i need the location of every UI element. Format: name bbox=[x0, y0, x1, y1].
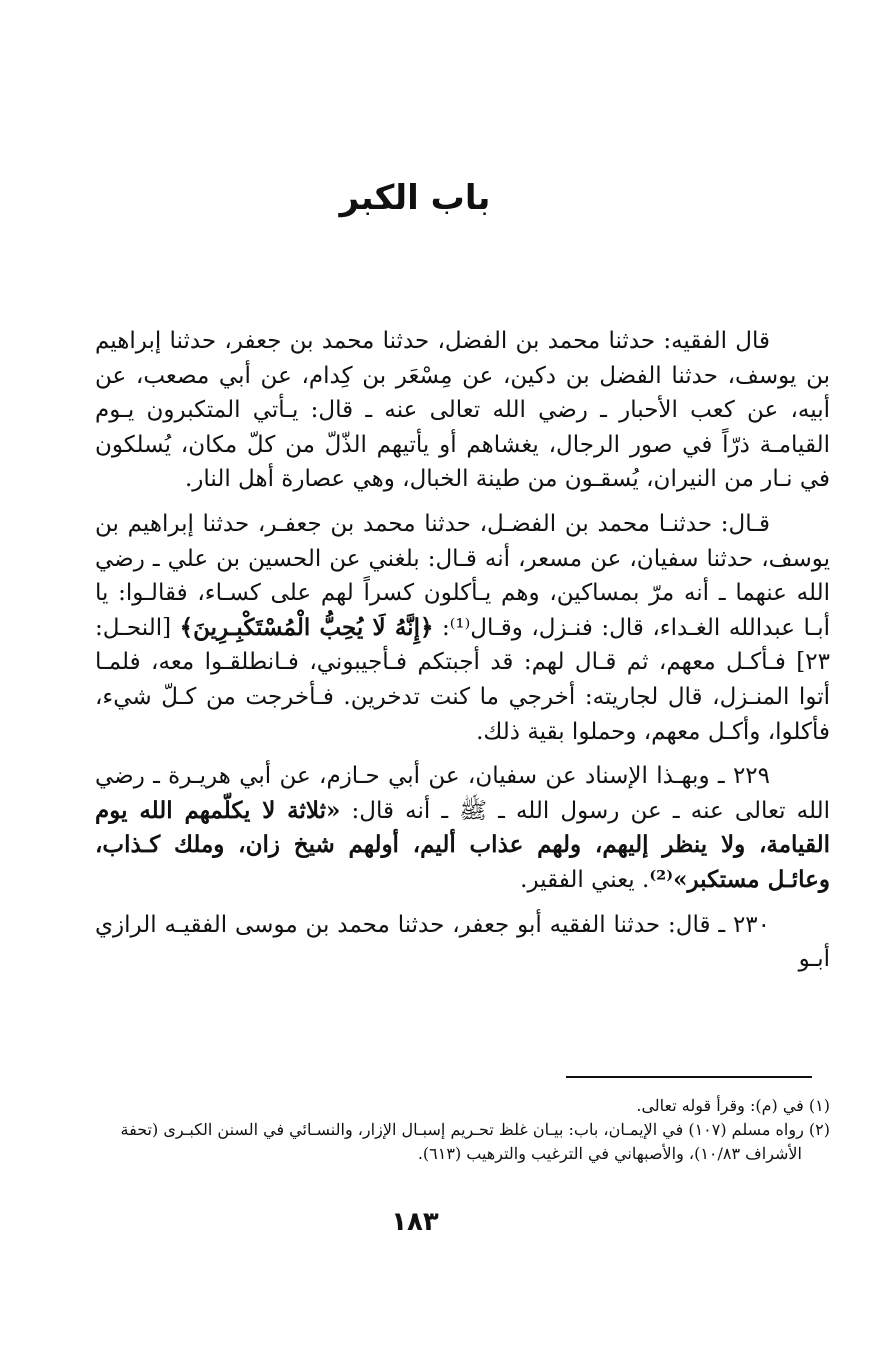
paragraph-1: قال الفقيه: حدثنا محمد بن الفضل، حدثنا محمد بن جعفر، حدثنا إبراهيم بن يوسف، حدثنا الفضل بن دكين، عن مِسْعَر بن كِدام، عن أبي مصعب، عن أبيه، عن كعب الأحبار ـ رضي الله تعالى عنه ـ قال: يـأتي المتكبرون يـوم القيامـة ذرّاً في صور الرجال، يغشاهم أو يأتيهم الذّلّ من كلّ مكان، يُسلكون في نـار من النيران، يُسقـون من طينة الخبال، وهي عصارة أهل النار. bbox=[95, 328, 830, 493]
footnote-divider bbox=[566, 1076, 812, 1078]
hadith-quote: «ثلاثة لا يكلّمهم الله يوم القيامة، ولا ينظر إليهم، ولهم عذاب أليم، أولهم شيخ زان، وملك كـذاب، وعائـل مستكبر»⁽²⁾ bbox=[95, 796, 830, 893]
footnote-1: (١) في (م): وقرأ قوله تعالى. bbox=[636, 1096, 830, 1115]
paragraph-229 bbox=[95, 759, 830, 897]
paragraph-230: ٢٣٠ ـ قال: حدثنا الفقيه أبو جعفر، حدثنا محمد بن موسى الفقيـه الرازي أبـو bbox=[95, 911, 830, 973]
quran-verse: ﴿إِنَّهُ لَا يُحِبُّ الْمُسْتَكْبِـرِينَ﴾ bbox=[179, 613, 434, 641]
paragraph-2-rest: [النحـل: ٢٣] فـأكـل معهم، ثم قـال لهم: قد أجبتكم فـأجيبوني، فـانطلقـوا معه، فلمـا أتوا المنـزل، قال لجاريته: أخرجي ما كنت تدخرين. فـأخرجت من كـلّ شيء، فأكلوا، وأكـل معهم، وحملوا بقية ذلك. bbox=[95, 614, 830, 745]
paragraph-2 bbox=[95, 507, 830, 749]
main-text bbox=[95, 324, 830, 987]
paragraph-229-intro: ٢٢٩ ـ وبهـذا الإسناد عن سفيان، عن أبي حـازم، عن أبي هريـرة ـ رضي الله تعالى عنه ـ عن رسول الله ـ ﷺ ـ أنه قال: bbox=[95, 763, 830, 824]
chapter-title: باب الكبر bbox=[339, 178, 491, 218]
page-number: ١٨٣ bbox=[391, 1207, 439, 1237]
footnotes bbox=[60, 1094, 830, 1166]
paragraph-229-rest: . يعني الفقير. bbox=[520, 866, 650, 893]
paragraph-2-intro: قـال: حدثنـا محمد بن الفضـل، حدثنا محمد بن جعفـر، حدثنا إبراهيم بن يوسف، حدثنا سفيان، عن مسعر، أنه قـال: بلغني عن الحسين بن علي ـ رضي الله عنهما ـ أنه مرّ بمساكين، وهم يـأكلون كسراً لهم على كسـاء، فقالـوا: يا أبـا عبدالله الغـداء، قال: فنـزل، وقـال⁽¹⁾: bbox=[95, 510, 831, 641]
footnote-2: (٢) رواه مسلم (١٠٧) في الإيمـان، باب: بيـان غلظ تحـريم إسبـال الإزار، والنسـائي في السنن الكبـرى (تحفة الأشراف ١٠/٨٣)، والأصبهاني في الترغيب والترهيب (٦١٣). bbox=[120, 1120, 830, 1163]
